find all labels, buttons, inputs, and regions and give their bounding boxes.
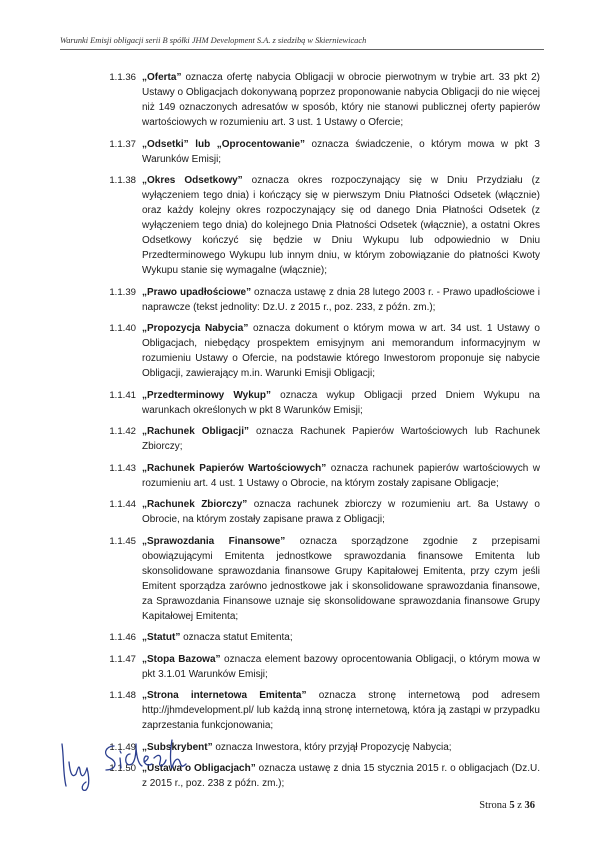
definition-term: „Ustawa o Obligacjach” [142, 763, 256, 774]
definition-item [60, 424, 540, 454]
definition-number: 1.1.39 [109, 286, 136, 298]
current-page: 5 [509, 800, 515, 811]
definition-body [142, 70, 540, 130]
definition-term: „Strona internetowa Emitenta” [142, 690, 307, 701]
definition-term: „Stopa Bazowa” [142, 653, 221, 665]
header-divider [60, 49, 544, 50]
definition-text: oznacza świadczenie, o którym mowa w pkt 3 Warunków Emisji; [142, 138, 540, 165]
definition-text: oznacza wykup Obligacji przed Dniem Wykupu na warunkach określonych w pkt 8 Warunków Emisji; [142, 389, 540, 416]
definition-text: oznacza dokument o którym mowa w art. 34 ust. 1 Ustawy o Obligacjach, niebędący prospektem emisyjnym ani memorandum informacyjnym w rozumieniu Ustawy o Ofercie, na podstawie którego Inwestorom proponuje się nabycie Obligacji, zawierający m.in. Warunki Emisji Obligacji; [142, 323, 540, 379]
definition-term: „Przedterminowy Wykup” [142, 389, 271, 401]
definition-text: oznacza rachunek zbiorczy w rozumieniu art. 8a Ustawy o Obrocie, na którym zostały zapisane prawa z Obligacji; [142, 499, 540, 525]
definition-item [60, 652, 540, 682]
definition-body [142, 173, 540, 278]
definition-body [142, 137, 540, 167]
definition-text: oznacza Rachunek Papierów Wartościowych lub Rachunek Zbiorczy; [142, 426, 540, 452]
definition-text: oznacza stronę internetową pod adresem http://jhmdevelopment.pl/ lub każdą inną stronę internetową, która ją zastąpi w przypadku zaprzestania funkcjonowania; [142, 690, 540, 731]
definition-text: oznacza ustawę z dnia 28 lutego 2003 r. - Prawo upadłościowe i naprawcze (tekst jednolity: Dz.U. z 2015 r., poz. 233, z późn. zm.); [142, 286, 540, 313]
running-header: Warunki Emisji obligacji serii B spółki JHM Development S.A. z siedzibą w Skierniewicach [60, 36, 367, 45]
definition-body [142, 688, 540, 733]
definition-body [142, 497, 540, 527]
definition-number: 1.1.42 [109, 426, 136, 437]
definitions-list [60, 70, 540, 798]
page-number [479, 800, 535, 811]
definition-number: 1.1.47 [109, 653, 136, 665]
definition-body [142, 652, 540, 682]
definition-body [142, 630, 540, 645]
definition-text: oznacza element bazowy oprocentowania Obligacji, o którym mowa w pkt 3.1.01 Warunków Emisji; [142, 653, 540, 680]
definition-term: „Oferta” [142, 72, 182, 83]
definition-item [60, 461, 540, 491]
definition-text: oznacza ofertę nabycia Obligacji w obrocie pierwotnym w trybie art. 33 pkt 2) Ustawy o Obligacjach dokonywaną poprzez proponowanie nabycia Obligacji do nie więcej niż 149 oznaczonych adresatów w sposób, który nie stanowi publicznej oferty papierów wartościowych w rozumieniu art. 3 ust. 1 Ustawy o Ofercie; [142, 72, 541, 128]
definition-item [60, 630, 540, 645]
definition-text: oznacza ustawę z dnia 15 stycznia 2015 r. o obligacjach (Dz.U. z 2015 r., poz. 238 z późn. zm.); [142, 763, 540, 789]
definition-item [60, 534, 540, 624]
definition-number: 1.1.43 [109, 462, 136, 474]
definition-term: „Sprawozdania Finansowe” [142, 535, 286, 547]
definition-number: 1.1.36 [109, 72, 136, 83]
definition-number: 1.1.46 [109, 632, 136, 643]
handwritten-signature [54, 724, 194, 794]
definition-number: 1.1.37 [109, 138, 136, 150]
total-pages: 36 [524, 800, 535, 811]
definition-term: „Subskrybent” [142, 741, 213, 753]
definition-term: „Propozycja Nabycia” [142, 323, 249, 334]
definition-text: oznacza statut Emitenta; [180, 632, 293, 643]
definition-body [142, 461, 540, 491]
definition-term: „Rachunek Obligacji” [142, 426, 249, 437]
definition-term: „Odsetki” lub „Oprocentowanie” [142, 138, 306, 150]
definition-number: 1.1.41 [109, 389, 136, 401]
definition-item [60, 321, 540, 381]
definition-body [142, 388, 540, 418]
definition-item [60, 388, 540, 418]
definition-text: oznacza rachunek papierów wartościowych w rozumieniu art. 4 ust. 1 Ustawy o Obrocie, na którym zostały zapisane Obligacje; [142, 462, 540, 489]
page-number-separator: z [514, 800, 525, 811]
definition-item [60, 137, 540, 167]
definition-item [60, 497, 540, 527]
definition-number: 1.1.45 [109, 535, 136, 547]
definition-body [142, 424, 540, 454]
definition-text: oznacza Inwestora, który przyjął Propozycję Nabycia; [212, 741, 452, 753]
definition-body [142, 285, 540, 315]
definition-term: „Prawo upadłościowe” [142, 286, 252, 298]
definition-term: „Okres Odsetkowy” [142, 175, 243, 186]
definition-number: 1.1.40 [109, 323, 136, 334]
definition-text: oznacza okres rozpoczynający się w Dniu Przydziału (z wyłączeniem tego dnia) i kończący się w pierwszym Dniu Płatności Odsetek (włącznie) oraz każdy kolejny okres rozpoczynający się od danego Dnia Płatności Odsetek (z wyłączeniem tego dnia) do kolejnego Dnia Płatności Odsetek (włącznie), a ostatni Okres Odsetkowy kończyć się będzie w Dniu Wykupu lub odpowiednio w Dniu Przedterminowego Wykupu lub innym dniu, w którym zobowiązanie do płatności Kwoty Wykupu stanie się wymagalne (włącznie); [142, 175, 540, 276]
definition-number: 1.1.50 [109, 763, 136, 774]
definition-number: 1.1.49 [109, 741, 136, 753]
definition-term: „Rachunek Zbiorczy” [142, 499, 248, 510]
definition-body [142, 321, 540, 381]
definition-text: oznacza sporządzone zgodnie z przepisami obowiązującymi Emitenta jednostkowe sprawozdania finansowe Emitenta lub skonsolidowane sprawozdania finansowe Grupy Kapitałowej Emitenta, przy czym jeśli Emitent sporządza zarówno jednostkowe jak i skonsolidowane sprawozdania finansowe, za Sprawozdania Finansowe uznaje się skonsolidowane sprawozdania finansowe Grupy Kapitałowej Emitenta; [142, 535, 540, 622]
definition-term: „Statut” [142, 632, 181, 643]
definition-body [142, 534, 540, 624]
definition-item [60, 173, 540, 278]
definition-number: 1.1.48 [109, 690, 136, 701]
definition-term: „Rachunek Papierów Wartościowych” [142, 462, 327, 474]
definition-body [142, 740, 540, 755]
definition-number: 1.1.44 [109, 499, 136, 510]
page-number-prefix: Strona [479, 800, 510, 811]
definition-item [60, 285, 540, 315]
definition-item [60, 70, 540, 130]
definition-body [142, 761, 540, 791]
definition-number: 1.1.38 [109, 175, 136, 186]
